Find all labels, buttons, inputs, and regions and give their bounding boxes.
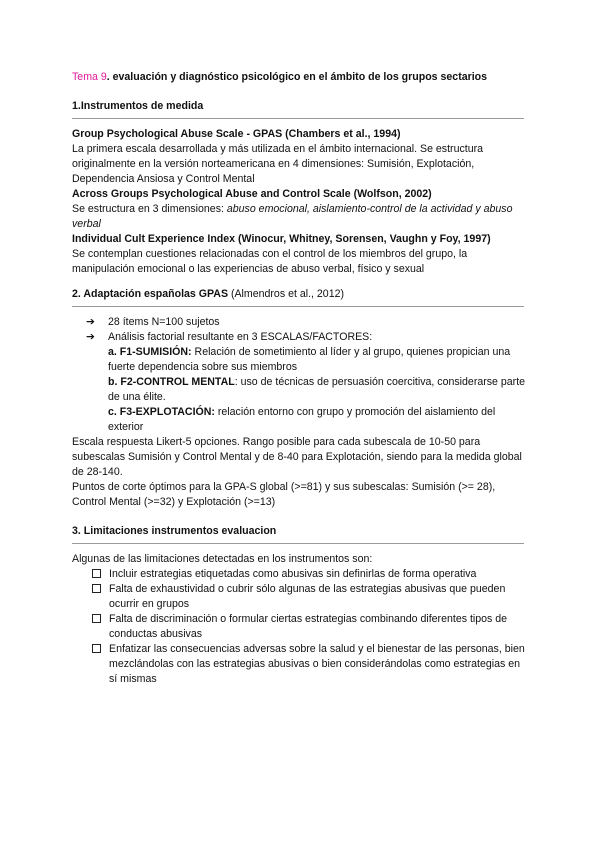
- instrument-name: Group Psychological Abuse Scale - GPAS (Chambers et al., 1994): [72, 128, 401, 140]
- factor-item: [108, 375, 528, 405]
- factor-item: [108, 345, 528, 375]
- arrow-icon: ➔: [86, 331, 95, 343]
- scale-description: Escala respuesta Likert-5 opciones. Rango posible para cada subescala de 10-50 para subescalas Sumisión y Control Mental y de 8-40 para Explotación, siendo para la medida global de 28-140.: [72, 436, 522, 478]
- factor-text: : uso de técnicas de persuasión coercitiva, considerarse parte de una élite.: [108, 376, 526, 403]
- checkbox[interactable]: [92, 614, 101, 623]
- instrument-dimensions: abuso emocional, aislamiento-control de la actividad y abuso verbal: [72, 203, 513, 230]
- section1-divider: [72, 118, 524, 119]
- cutoff-description: Puntos de corte óptimos para la GPA-S global (>=81) y sus subescalas: Sumisión (>= 28), Control Mental (>=32) y Explotación (>=13): [72, 481, 496, 508]
- checklist-item-text: Incluir estrategias etiquetadas como abusivas sin definirlas de forma operativa: [109, 568, 477, 580]
- section2-heading-bold: 2. Adaptación españolas GPAS: [72, 288, 229, 300]
- factor-label: b. F2-CONTROL MENTAL: [108, 376, 235, 388]
- checklist-item-text: Falta de exhaustividad o cubrir sólo algunas de las estrategias abusivas que pueden ocurrir en grupos: [109, 583, 506, 610]
- instrument-description: Se contemplan cuestiones relacionadas con el control de los miembros del grupo, la manipulación emocional o las experiencias de abuso verbal, físico y sexual: [72, 248, 468, 275]
- list-item-text: 28 ítems N=100 sujetos: [108, 316, 220, 328]
- title-text: . evaluación y diagnóstico psicológico en el ámbito de los grupos sectarios: [106, 71, 488, 83]
- checklist-item: [92, 612, 528, 642]
- checklist-item-text: Falta de discriminación o formular ciertas estrategias combinando diferentes tipos de conductas abusivas: [109, 613, 508, 640]
- instrument-description: [72, 202, 528, 232]
- checklist-item: [92, 642, 528, 687]
- checklist-item-text: Enfatizar las consecuencias adversas sobre la salud y el bienestar de las personas, bien mezclándolas con las estrategias abusivas o bien considerándolas como estrategias en sí mismas: [109, 643, 525, 685]
- section1-heading: 1.Instrumentos de medida: [72, 100, 204, 112]
- factor-label: c. F3-EXPLOTACIÓN:: [108, 406, 215, 418]
- instrument-name: Individual Cult Experience Index (Winocur, Whitney, Sorensen, Vaughn y Foy, 1997): [72, 233, 491, 245]
- section2-divider: [72, 306, 524, 307]
- document-content: [72, 70, 528, 687]
- list-item: [86, 330, 528, 345]
- arrow-icon: ➔: [86, 316, 95, 328]
- checkbox[interactable]: [92, 644, 101, 653]
- instrument-description: La primera escala desarrollada y más utilizada en el ámbito internacional. Se estructura originalmente en la versión norteamericana en 4 dimensiones: Sumisión, Explotación, Dependencia Ansiosa y Control Mental: [72, 143, 484, 185]
- checkbox[interactable]: [92, 584, 101, 593]
- list-item: [86, 315, 528, 330]
- list-item-text: Análisis factorial resultante en 3 ESCALAS/FACTORES:: [108, 331, 373, 343]
- factor-label: a. F1-SUMISIÓN:: [108, 346, 192, 358]
- checkbox[interactable]: [92, 569, 101, 578]
- checklist-item: [92, 582, 528, 612]
- instrument-name: Across Groups Psychological Abuse and Control Scale (Wolfson, 2002): [72, 188, 432, 200]
- factor-text: relación entorno con grupo y promoción del aislamiento del exterior: [108, 406, 496, 433]
- factor-text: Relación de sometimiento al líder y al grupo, quienes propician una fuerte dependencia sobre sus miembros: [108, 346, 511, 373]
- instrument-description-prefix: Se estructura en 3 dimensiones:: [72, 203, 227, 215]
- section3-divider: [72, 543, 524, 544]
- section2-heading-citation: (Almendros et al., 2012): [228, 288, 345, 300]
- checklist: [72, 567, 528, 687]
- page-title: [72, 70, 528, 85]
- arrow-list: [72, 315, 528, 345]
- section2-heading: [72, 287, 528, 302]
- section3-heading: 3. Limitaciones instrumentos evaluacion: [72, 525, 277, 537]
- factor-list: [72, 345, 528, 435]
- checklist-item: [92, 567, 528, 582]
- factor-item: [108, 405, 528, 435]
- tema-label: Tema 9: [72, 71, 107, 83]
- limitations-intro: Algunas de las limitaciones detectadas en los instrumentos son:: [72, 553, 373, 565]
